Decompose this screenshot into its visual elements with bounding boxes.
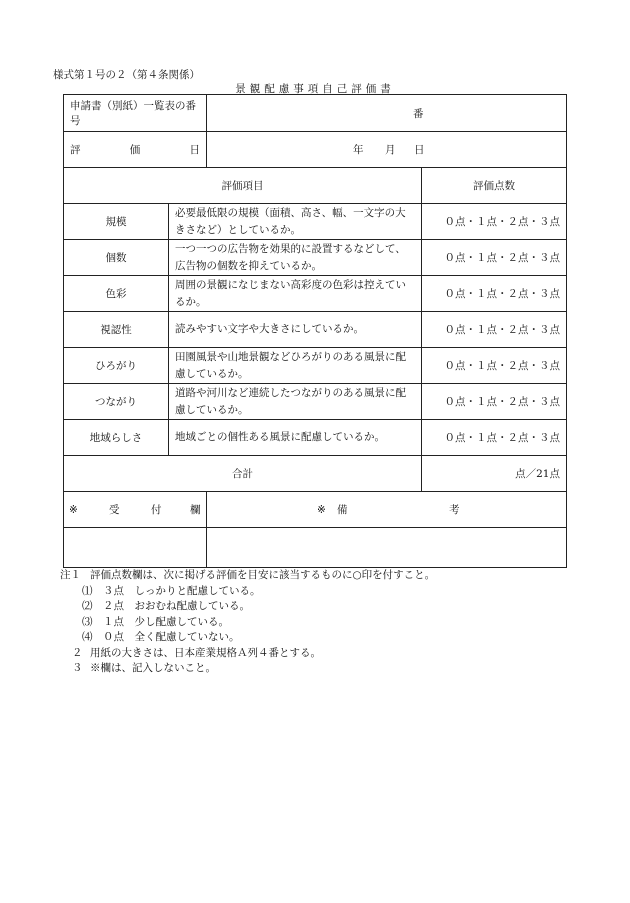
note-1-item: ⑵ ２点 おおむね配慮している。 bbox=[82, 600, 250, 612]
criteria-row bbox=[64, 311, 566, 347]
remarks-label-char: 考 bbox=[449, 504, 460, 516]
notes-section bbox=[60, 568, 580, 677]
note-number: ３ bbox=[72, 662, 83, 674]
reception-label-char: ※ bbox=[69, 503, 78, 516]
total-row bbox=[64, 455, 566, 491]
note-number: 注１ bbox=[60, 569, 81, 581]
date-label-char: 日 bbox=[189, 144, 200, 156]
total-score-field[interactable]: 点／21点 bbox=[421, 456, 566, 491]
date-label-char: 価 bbox=[129, 144, 141, 156]
application-number-label: 申請書（別紙）一覧表の番号 bbox=[70, 100, 196, 127]
column-header-row bbox=[64, 167, 566, 203]
note-2 bbox=[60, 646, 580, 662]
date-year: 年 bbox=[353, 144, 364, 156]
reception-label-char: 付 bbox=[151, 504, 162, 516]
date-month: 月 bbox=[385, 144, 396, 156]
remarks-field[interactable] bbox=[206, 528, 566, 567]
evaluation-score-header: 評価点数 bbox=[421, 168, 566, 203]
criteria-row bbox=[64, 347, 566, 383]
criteria-score-options[interactable]: ０点・１点・２点・３点 bbox=[421, 384, 566, 419]
note-text: 用紙の大きさは、日本産業規格Ａ列４番とする。 bbox=[90, 646, 321, 659]
criteria-description: 読みやすい文字や大きさにしているか。 bbox=[168, 312, 421, 347]
criteria-description: 周囲の景観になじまない高彩度の色彩は控えているか。 bbox=[168, 276, 421, 311]
reception-label-char: 欄 bbox=[190, 504, 201, 516]
criteria-score-options[interactable]: ０点・１点・２点・３点 bbox=[421, 240, 566, 275]
criteria-description: 一つ一つの広告物を効果的に設置するなどして、広告物の個数を抑えているか。 bbox=[168, 240, 421, 275]
criteria-name: つながり bbox=[95, 396, 137, 408]
criteria-row bbox=[64, 383, 566, 419]
total-label: 合計 bbox=[232, 468, 253, 480]
criteria-score-options[interactable]: ０点・１点・２点・３点 bbox=[421, 204, 566, 239]
criteria-description: 道路や河川など連続したつながりのある風景に配慮しているか。 bbox=[168, 384, 421, 419]
criteria-score-options[interactable]: ０点・１点・２点・３点 bbox=[421, 312, 566, 347]
criteria-row bbox=[64, 275, 566, 311]
criteria-row bbox=[64, 239, 566, 275]
note-1-item: ⑴ ３点 しっかりと配慮している。 bbox=[82, 584, 261, 597]
criteria-name: ひろがり bbox=[95, 360, 137, 372]
evaluation-item-header: 評価項目 bbox=[221, 180, 264, 192]
note-1-item: ⑶ １点 少し配慮している。 bbox=[82, 615, 229, 628]
criteria-description: 必要最低限の規模（面積、高さ、幅、一文字の大きさなど）としているか。 bbox=[168, 204, 421, 239]
date-day: 日 bbox=[414, 144, 425, 156]
office-use-entry-row bbox=[64, 527, 566, 567]
criteria-name: 地域らしさ bbox=[89, 432, 143, 444]
form-number: 様式第１号の２（第４条関係） bbox=[53, 69, 200, 81]
application-number-field[interactable] bbox=[206, 95, 566, 131]
document-title: 景観配慮事項自己評価書 bbox=[235, 83, 395, 95]
note-text: ※欄は、記入しないこと。 bbox=[90, 662, 216, 674]
criteria-description: 地域ごとの個性ある風景に配慮しているか。 bbox=[168, 420, 421, 455]
evaluation-date-field[interactable] bbox=[206, 132, 566, 167]
criteria-row bbox=[64, 203, 566, 239]
application-number-row bbox=[64, 95, 566, 131]
criteria-name: 視認性 bbox=[100, 324, 132, 336]
note-1-item: ⑷ ０点 全く配慮していない。 bbox=[82, 631, 240, 643]
criteria-name: 個数 bbox=[105, 252, 127, 264]
note-1 bbox=[60, 568, 580, 584]
evaluation-date-label bbox=[64, 132, 206, 167]
remarks-label-char: 備 bbox=[337, 504, 348, 516]
evaluation-form bbox=[63, 94, 567, 568]
reception-field[interactable] bbox=[64, 528, 206, 567]
note-text: 評価点数欄は、次に掲げる評価を目安に該当するものに○印を付すこと。 bbox=[90, 569, 436, 581]
criteria-description: 田園風景や山地景観などひろがりのある風景に配慮しているか。 bbox=[168, 348, 421, 383]
criteria-name: 色彩 bbox=[105, 288, 127, 300]
remarks-label bbox=[206, 492, 566, 527]
office-use-header-row bbox=[64, 491, 566, 527]
criteria-score-options[interactable]: ０点・１点・２点・３点 bbox=[421, 276, 566, 311]
criteria-row bbox=[64, 419, 566, 455]
note-number: ２ bbox=[72, 646, 83, 659]
note-3 bbox=[60, 661, 580, 677]
criteria-score-options[interactable]: ０点・１点・２点・３点 bbox=[421, 420, 566, 455]
reception-label-char: 受 bbox=[109, 504, 120, 516]
application-number-suffix: 番 bbox=[413, 107, 424, 120]
date-label-char: 評 bbox=[70, 144, 81, 156]
criteria-score-options[interactable]: ０点・１点・２点・３点 bbox=[421, 348, 566, 383]
criteria-name: 規模 bbox=[105, 216, 127, 228]
evaluation-date-row bbox=[64, 131, 566, 167]
reception-label bbox=[64, 492, 206, 527]
remarks-label-char: ※ bbox=[317, 503, 326, 516]
